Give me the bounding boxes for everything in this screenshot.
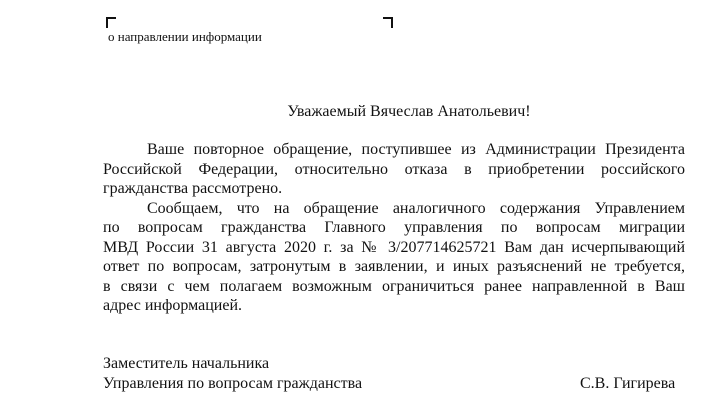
- paragraph-line: ответ по вопросам, затронутым в заявлении, и иных разъяснений не требуется,: [103, 258, 685, 275]
- paragraph-2: [103, 199, 685, 316]
- paragraph-line: адрес информацией.: [103, 297, 242, 314]
- paragraph-line: Сообщаем, что на обращение аналогичного содержания Управлением: [147, 199, 685, 217]
- paragraph-line: Российской Федерации, относительно отказа в приобретении российского: [103, 160, 685, 178]
- paragraph-line: Ваше повторное обращение, поступившее из Администрации Президента: [147, 141, 685, 158]
- paragraph-line: гражданства рассмотрено.: [103, 180, 283, 197]
- signatory-position-line-2: Управления по вопросам гражданства: [103, 375, 363, 392]
- letter-body: [103, 140, 685, 316]
- paragraph-1: [103, 140, 685, 199]
- paragraph-line: в связи с чем полагаем возможным ограничиться ранее направленной в Ваш: [103, 277, 685, 295]
- corner-mark-right-icon: [383, 17, 393, 28]
- paragraph-line: МВД России 31 августа 2020 г. за № 3/207714625721 Вам дан исчерпывающий: [103, 238, 685, 256]
- signatory-name: С.В. Гигирева: [580, 375, 676, 392]
- corner-mark-left-icon: [106, 17, 116, 28]
- signatory-position-line-1: Заместитель начальника: [103, 355, 270, 372]
- paragraph-line: по вопросам гражданства Главного управления по вопросам миграции: [103, 219, 685, 236]
- signatory-position: [103, 354, 362, 394]
- subject-line: о направлении информации: [108, 29, 262, 44]
- salutation: Уважаемый Вячеслав Анатольевич!: [287, 103, 531, 120]
